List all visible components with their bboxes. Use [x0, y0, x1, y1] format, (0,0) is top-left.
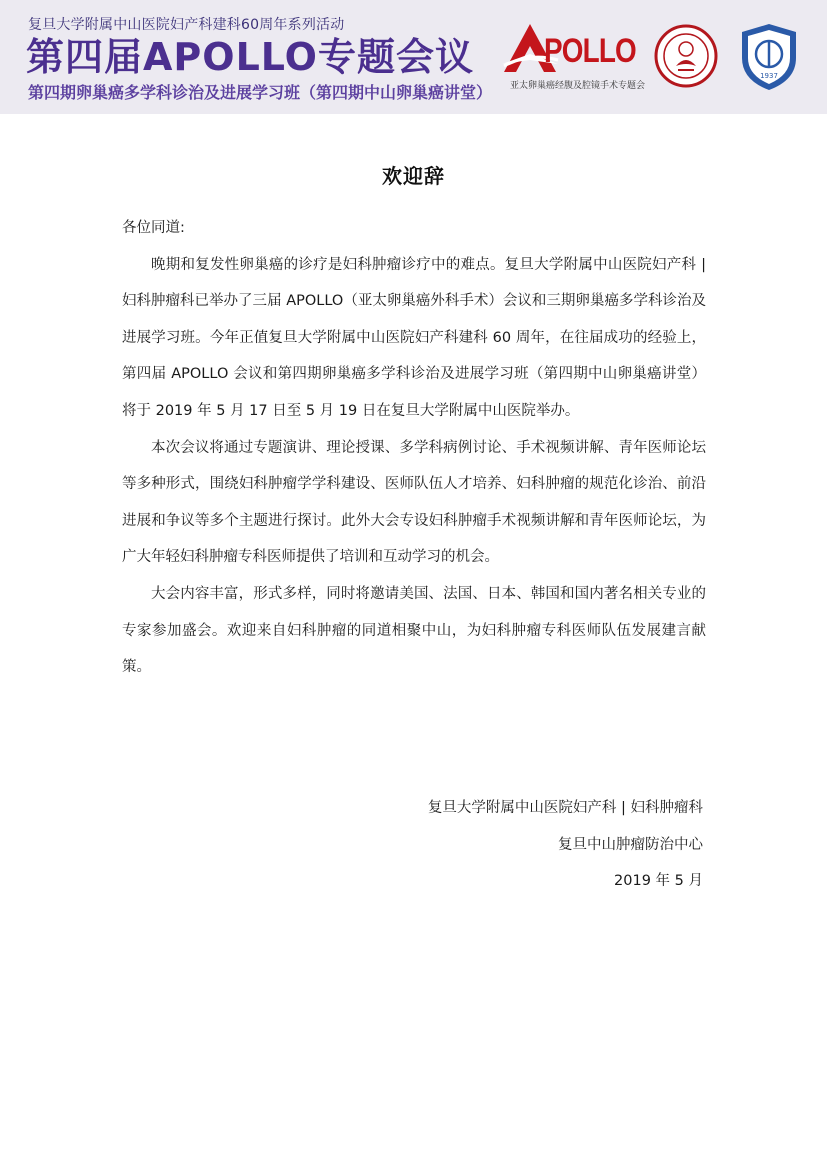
- signoff-org-center: 复旦中山肿瘤防治中心: [558, 836, 703, 853]
- salutation: 各位同道:: [122, 220, 185, 236]
- shield-icon: [738, 22, 800, 92]
- signoff-org-department: 复旦大学附属中山医院妇产科 | 妇科肿瘤科: [427, 800, 703, 816]
- paragraph-1: 晚期和复发性卵巢癌的诊疗是妇科肿瘤诊疗中的难点。复旦大学附属中山医院妇产科 | 妇科肿瘤科已举办了三届 APOLLO（亚太卵巢癌外科手术）会议和三期卵巢癌多学科诊治及进展学习班。今年正值复旦大学附属中山医院妇产科建科 60 周年，在往届成功的经验上，第四届 APOLLO 会议和第四期卵巢癌多学科诊治及进展学习班（第四期中山卵巢癌讲堂）将于 2019 年 5 月 17 日至 5 月 19 日在复旦大学附属中山医院举办。: [122, 256, 706, 419]
- apollo-wordmark: POLLO: [544, 32, 636, 70]
- signoff-date: 2019 年 5 月: [614, 873, 703, 890]
- apollo-logo: [500, 20, 646, 92]
- shield-year: 1937: [760, 72, 778, 80]
- zhongshan-shield-logo: [738, 22, 800, 92]
- apollo-tagline: 亚太卵巢癌经腹及腔镜手术专题会: [510, 81, 646, 91]
- conference-subtitle: 第四期卵巢癌多学科诊治及进展学习班（第四期中山卵巢癌讲堂）: [28, 83, 493, 102]
- letter-body: [122, 210, 706, 686]
- signoff-block: [428, 790, 703, 900]
- hospital-seal-logo: [654, 24, 718, 88]
- letter-title: 欢迎辞: [382, 164, 445, 188]
- paragraph-2: 本次会议将通过专题演讲、理论授课、多学科病例讨论、手术视频讲解、青年医师论坛等多种形式，围绕妇科肿瘤学学科建设、医师队伍人才培养、妇科肿瘤的规范化诊治、前沿进展和争议等多个主题进行探讨。此外大会专设妇科肿瘤手术视频讲解和青年医师论坛，为广大年轻妇科肿瘤专科医师提供了培训和互动学习的机会。: [122, 439, 706, 566]
- header-banner: [0, 0, 827, 114]
- conference-title: 第四届APOLLO专题会议: [26, 35, 474, 79]
- series-line: 复旦大学附属中山医院妇产科建科60周年系列活动: [28, 17, 345, 33]
- seal-icon: [654, 24, 718, 88]
- paragraph-3: 大会内容丰富，形式多样，同时将邀请美国、法国、日本、韩国和国内著名相关专业的专家参加盛会。欢迎来自妇科肿瘤的同道相聚中山，为妇科肿瘤专科医师队伍发展建言献策。: [122, 585, 706, 676]
